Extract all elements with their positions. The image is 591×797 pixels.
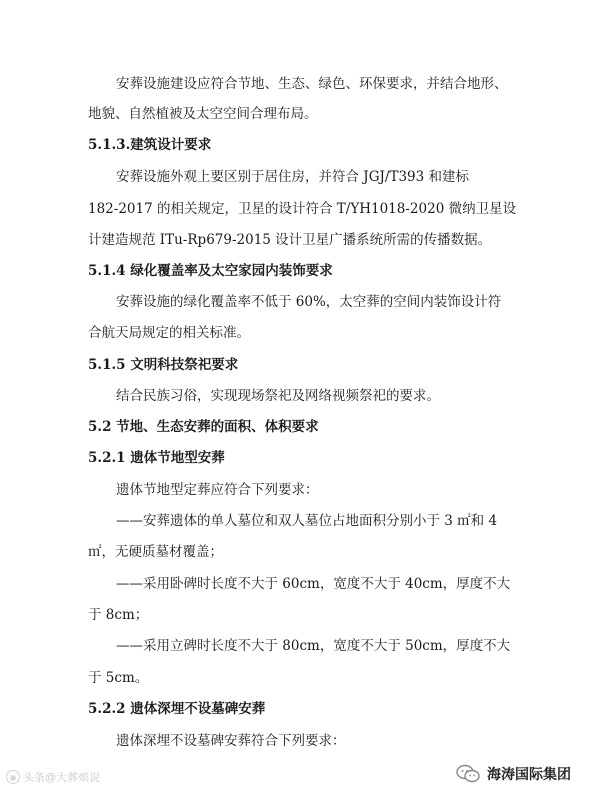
paragraph-line: 遗体节地型定葬应符合下列要求：: [116, 482, 319, 498]
section-heading: 5.2.2 遗体深埋不设墓碑安葬: [88, 701, 266, 717]
section-heading: 5.2 节地、生态安葬的面积、体积要求: [88, 419, 319, 435]
watermark-left-text: 头条@大葬殡说: [23, 772, 101, 784]
section-heading: 5.2.1 遗体节地型安葬: [88, 450, 225, 466]
watermark-left: [6, 769, 100, 785]
list-item-line: ——采用卧碑时长度不大于 60cm，宽度不大于 40cm，厚度不大: [116, 576, 511, 592]
paragraph-line: 182-2017 的相关规定，卫星的设计符合 T/YH1018-2020 微纳卫星设: [88, 201, 517, 217]
section-heading: 5.1.3.建筑设计要求: [88, 137, 212, 153]
paragraph-line: 安葬设施外观上要区别于居住房，并符合 JGJ/T393 和建标: [116, 169, 470, 185]
paragraph-line: 计建造规范 ITu-Rp679-2015 设计卫星广播系统所需的传播数据。: [88, 232, 492, 248]
paragraph-line: 地貌、自然植被及太空空间合理布局。: [88, 106, 318, 122]
section-heading: 5.1.4 绿化覆盖率及太空家园内装饰要求: [88, 263, 333, 279]
section-heading: 5.1.5 文明科技祭祀要求: [88, 357, 239, 373]
list-item-line: 于 5cm。: [88, 670, 149, 686]
paragraph-line: 结合民族习俗，实现现场祭祀及网络视频祭祀的要求。: [116, 388, 440, 404]
list-item-line: ——安葬遗体的单人墓位和双人墓位占地面积分别小于 3 ㎡和 4: [116, 513, 498, 529]
list-item-line: ——采用立碑时长度不大于 80cm，宽度不大于 50cm，厚度不大: [116, 638, 511, 654]
watermark-logo-icon: ◉: [6, 770, 20, 784]
paragraph-line: 安葬设施的绿化覆盖率不低于 60%，太空葬的空间内装饰设计符: [116, 294, 502, 310]
watermark-right-text: 海涛国际集团: [487, 766, 571, 782]
watermark-right: [455, 764, 571, 784]
paragraph-line: 遗体深埋不设墓碑安葬符合下列要求：: [116, 733, 346, 749]
list-item-line: ㎡，无硬质墓材覆盖；: [88, 544, 223, 560]
wechat-icon: [455, 764, 481, 784]
list-item-line: 于 8cm；: [88, 607, 149, 623]
paragraph-line: 合航天局规定的相关标准。: [88, 325, 250, 341]
paragraph-line: 安葬设施建设应符合节地、生态、绿色、环保要求，并结合地形、: [116, 76, 508, 92]
